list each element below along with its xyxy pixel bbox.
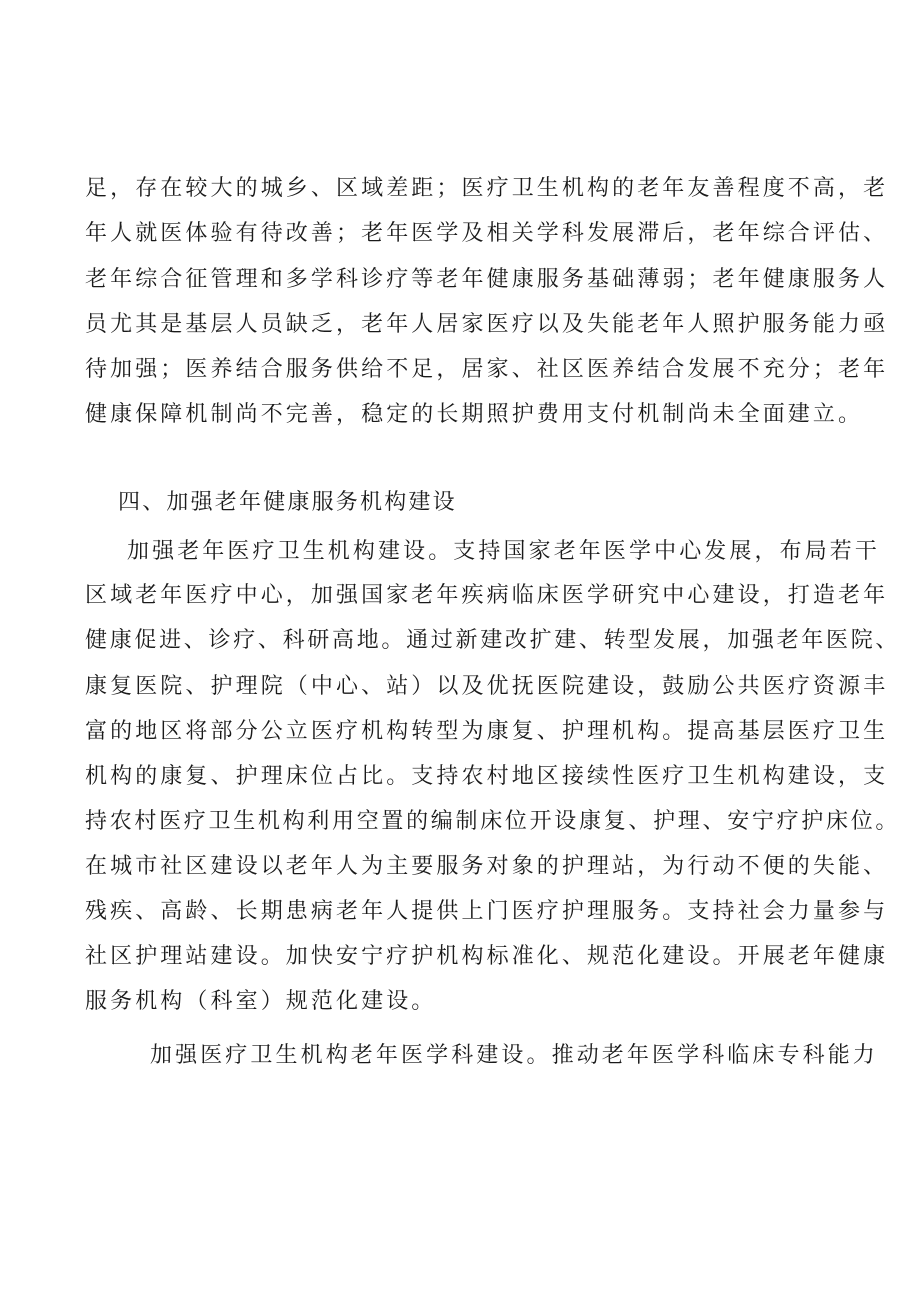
paragraph-1-line-5: 待加强；医养结合服务供给不足，居家、社区医养结合发展不充分；老年 <box>85 357 889 382</box>
paragraph-2-line-9: 残疾、高龄、长期患病老年人提供上门医疗护理服务。支持社会力量参与 <box>85 899 889 924</box>
paragraph-2-line-1: 加强老年医疗卫生机构建设。支持国家老年医学中心发展，布局若干 <box>127 539 881 564</box>
paragraph-1-line-6: 健康保障机制尚不完善，稳定的长期照护费用支付机制尚未全面建立。 <box>85 402 864 427</box>
paragraph-2-line-7: 持农村医疗卫生机构利用空置的编制床位开设康复、护理、安宁疗护床位。 <box>85 809 901 834</box>
paragraph-1-line-2: 年人就医体验有待改善；老年医学及相关学科发展滞后，老年综合评估、 <box>85 221 889 246</box>
section-heading: 四、加强老年健康服务机构建设 <box>118 490 457 515</box>
paragraph-2-line-11: 服务机构（科室）规范化建设。 <box>85 989 437 1014</box>
paragraph-2-line-3: 健康促进、诊疗、科研高地。通过新建改扩建、转型发展，加强老年医院、 <box>85 628 901 653</box>
paragraph-2-line-2: 区域老年医疗中心，加强国家老年疾病临床医学研究中心建设，打造老年 <box>85 583 889 608</box>
paragraph-2-line-10: 社区护理站建设。加快安宁疗护机构标准化、规范化建设。开展老年健康 <box>85 944 889 969</box>
paragraph-2-line-8: 在城市社区建设以老年人为主要服务对象的护理站，为行动不便的失能、 <box>85 854 889 879</box>
paragraph-2-line-4: 康复医院、护理院（中心、站）以及优抚医院建设，鼓励公共医疗资源丰 <box>85 674 889 699</box>
paragraph-1-line-3: 老年综合征管理和多学科诊疗等老年健康服务基础薄弱；老年健康服务人 <box>85 267 889 292</box>
paragraph-2-line-6: 机构的康复、护理床位占比。支持农村地区接续性医疗卫生机构建设，支 <box>85 764 889 789</box>
paragraph-1-line-4: 员尤其是基层人员缺乏，老年人居家医疗以及失能老年人照护服务能力亟 <box>85 312 889 337</box>
paragraph-1-line-1: 足，存在较大的城乡、区域差距；医疗卫生机构的老年友善程度不高，老 <box>85 176 889 201</box>
paragraph-2-line-5: 富的地区将部分公立医疗机构转型为康复、护理机构。提高基层医疗卫生 <box>85 719 889 744</box>
paragraph-3-line-1: 加强医疗卫生机构老年医学科建设。推动老年医学科临床专科能力 <box>150 1043 878 1068</box>
